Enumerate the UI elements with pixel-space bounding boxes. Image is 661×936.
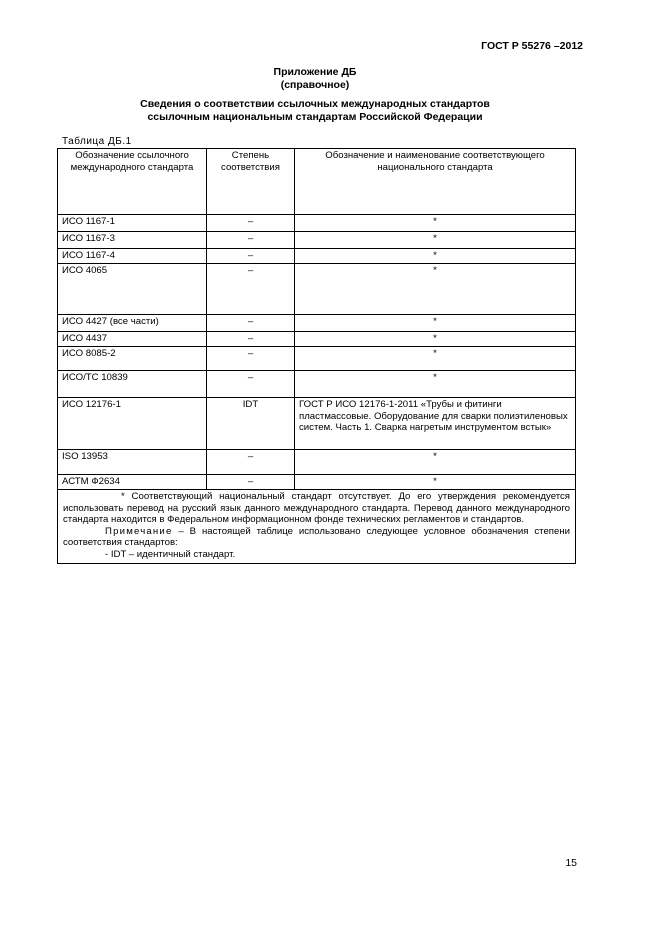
table-note	[63, 526, 570, 549]
cell-std: АСТМ Ф2634	[58, 475, 207, 490]
header-international-standard: Обозначение ссылочного международного стандарта	[58, 149, 207, 215]
table-caption: Таблица ДБ.1	[62, 136, 132, 147]
cell-degree: –	[207, 264, 295, 315]
table-notes-cell	[58, 490, 576, 564]
cell-std: ИСО 1167-4	[58, 249, 207, 264]
annex-subtitle: (справочное)	[280, 79, 350, 91]
cell-degree: –	[207, 450, 295, 475]
cell-degree: –	[207, 332, 295, 347]
cell-national: *	[295, 232, 576, 249]
cell-national: *	[295, 249, 576, 264]
table-row	[58, 398, 576, 450]
table-row	[58, 232, 576, 249]
annex-heading-line-1: Сведения о соответствии ссылочных международных стандартов	[140, 98, 490, 110]
cell-std: ИСО 8085-2	[58, 347, 207, 371]
table-row	[58, 315, 576, 332]
annex-title: Приложение ДБ	[273, 66, 357, 78]
cell-national: *	[295, 475, 576, 490]
table-row	[58, 264, 576, 315]
note-label: Примечание	[105, 525, 173, 537]
cell-national: *	[295, 315, 576, 332]
cell-degree: –	[207, 475, 295, 490]
table-footnote: * Соответствующий национальный стандарт отсутствует. До его утверждения рекомендуется использовать перевод на русский язык данного международного стандарта. Перевод данного международного стандарта находится в Федеральном информационном фонде технических регламентов и стандартов.	[63, 491, 570, 526]
annex-heading	[60, 98, 570, 124]
cell-degree: –	[207, 347, 295, 371]
cell-national: ГОСТ Р ИСО 12176-1-2011 «Трубы и фитинги пластмассовые. Оборудование для сварки полиэтиленовых систем. Часть 1. Сварка нагретым инструментом встык»	[295, 398, 576, 450]
cell-national: *	[295, 215, 576, 232]
header-degree: Степень соответствия	[207, 149, 295, 215]
cell-national: *	[295, 332, 576, 347]
table-notes-row	[58, 490, 576, 564]
cell-std: ИСО 4437	[58, 332, 207, 347]
table-header-row	[58, 149, 576, 215]
cell-std: ISO 13953	[58, 450, 207, 475]
cell-degree: –	[207, 315, 295, 332]
header-national-standard: Обозначение и наименование соответствующего национального стандарта	[295, 149, 576, 215]
note-text: – В настоящей таблице использовано следующее условное обозначения степени соответствия стандартов:	[63, 525, 570, 549]
table-row	[58, 215, 576, 232]
note-list-item: - IDT – идентичный стандарт.	[105, 548, 236, 560]
correspondence-table	[57, 148, 576, 564]
annex-heading-line-2: ссылочным национальным стандартам Российской Федерации	[147, 111, 483, 123]
table-row	[58, 332, 576, 347]
standard-code: ГОСТ Р 55276 –2012	[481, 40, 583, 52]
cell-degree: –	[207, 232, 295, 249]
cell-std: ИСО 1167-3	[58, 232, 207, 249]
table-row	[58, 249, 576, 264]
cell-degree: –	[207, 249, 295, 264]
cell-national: *	[295, 450, 576, 475]
cell-national: *	[295, 347, 576, 371]
table-row	[58, 450, 576, 475]
cell-degree: IDT	[207, 398, 295, 450]
cell-std: ИСО 12176-1	[58, 398, 207, 450]
cell-national: *	[295, 264, 576, 315]
table-row	[58, 371, 576, 398]
table-row	[58, 347, 576, 371]
cell-std: ИСО/ТС 10839	[58, 371, 207, 398]
cell-degree: –	[207, 371, 295, 398]
table-row	[58, 475, 576, 490]
cell-std: ИСО 1167-1	[58, 215, 207, 232]
page-number: 15	[565, 857, 577, 869]
cell-degree: –	[207, 215, 295, 232]
cell-std: ИСО 4065	[58, 264, 207, 315]
cell-national: *	[295, 371, 576, 398]
cell-std: ИСО 4427 (все части)	[58, 315, 207, 332]
